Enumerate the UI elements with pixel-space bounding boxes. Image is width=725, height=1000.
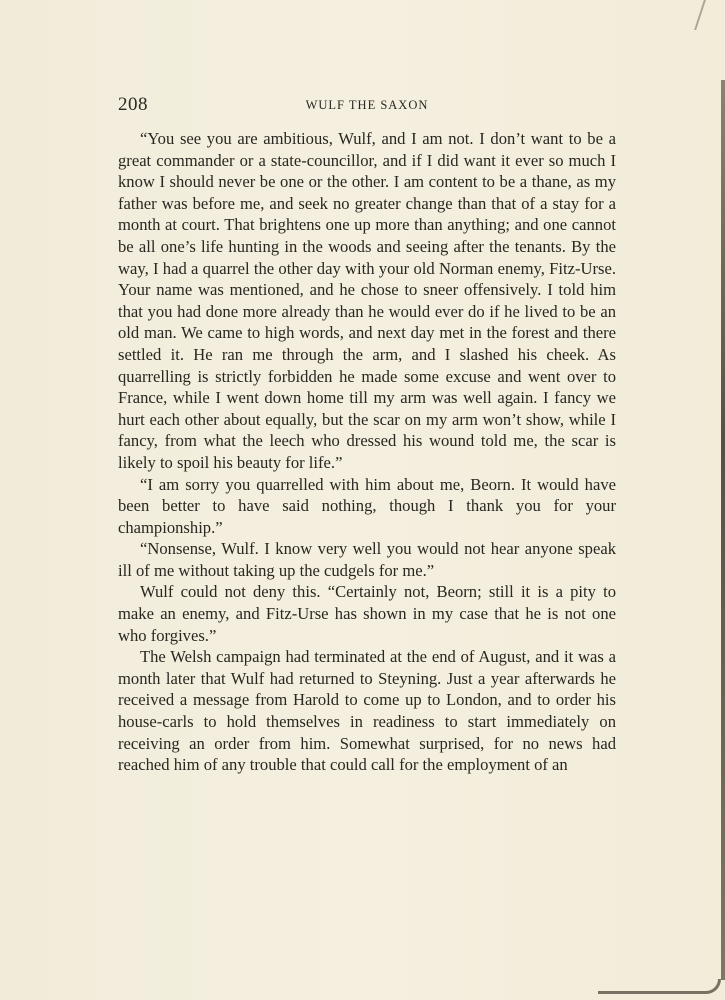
paragraph: “You see you are ambitious, Wulf, and I am not. I don’t want to be a great commander or a state-councillor, and if I did want it ever so much I know I should never be one or the other. I am content to be a thane, as my father was before me, and seek no greater change than that of a stay for a month at court. That brightens one up more than anything; and one cannot be all one’s life hunting in the woods and seeing after the tenants. By the way, I had a quarrel the other day with your old Norman enemy, Fitz-Urse. Your name was mentioned, and he chose to sneer offensively. I told him that you had done more already than he would ever do if he lived to be an old man. We came to high words, and next day met in the forest and there settled it. He ran me through the arm, and I slashed his cheek. As quarrelling is strictly forbidden he made some excuse and went over to France, while I went down home till my arm was well again. I fancy we hurt each other about equally, but the scar on my arm won’t show, while I fancy, from what the leech who dressed his wound told me, the scar is likely to spoil his beauty for life.” <box>118 129 616 472</box>
paragraph: “I am sorry you quarrelled with him about me, Beorn. It would have been better to have said nothing, though I thank you for your championship.” <box>118 474 616 537</box>
page-header <box>118 96 616 116</box>
paragraph: Wulf could not deny this. “Certainly not, Beorn; still it is a pity to make an enemy, and Fitz-Urse has shown in my case that he is not one who forgives.” <box>118 582 616 645</box>
body-text <box>118 128 616 776</box>
running-head: WULF THE SAXON <box>305 98 429 112</box>
page-number: 208 <box>118 94 148 115</box>
paragraph: The Welsh campaign had terminated at the end of August, and it was a month later that Wulf had returned to Steyning. Just a year afterwards he received a message from Harold to come up to London, and to order his house-carls to hold themselves in readiness to start immediately on receiving an order from him. Somewhat surprised, for no news had reached him of any trouble that could call for the employment of an <box>118 647 616 775</box>
page-edge-shadow <box>721 80 725 980</box>
paragraph: “Nonsense, Wulf. I know very well you would not hear anyone speak ill of me without taking up the cudgels for me.” <box>118 539 616 580</box>
page-curl-mark <box>598 979 721 994</box>
page-corner-mark <box>694 0 724 30</box>
